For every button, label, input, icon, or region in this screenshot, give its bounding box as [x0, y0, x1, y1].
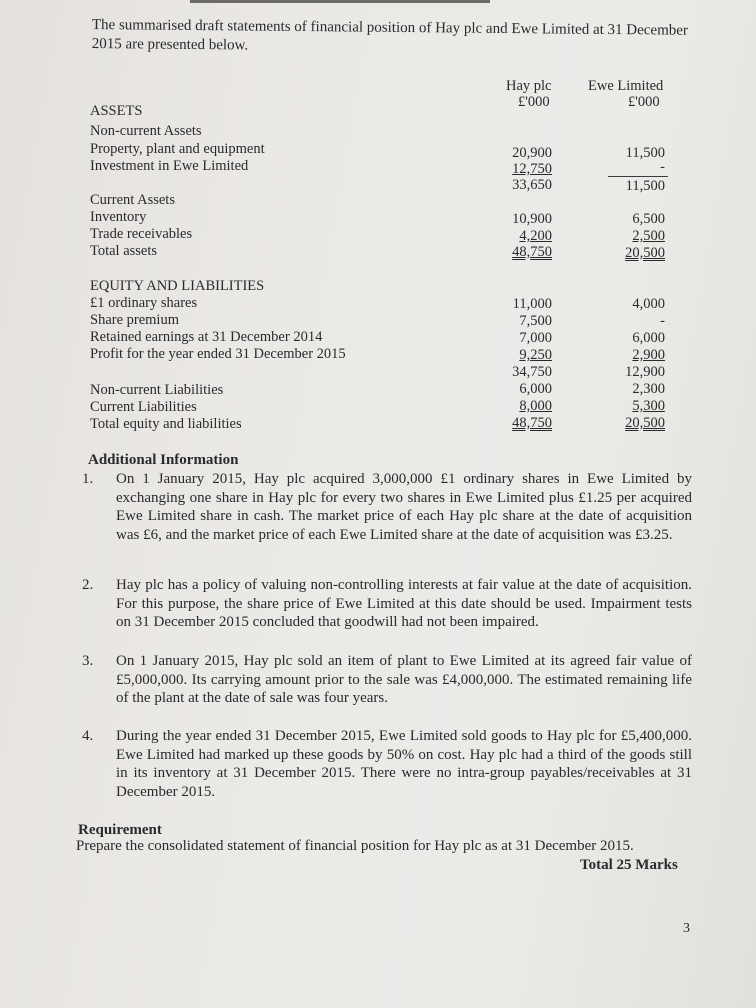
ppe-label: Property, plant and equipment	[90, 141, 265, 157]
intro-text: The summarised draft statements of financial position of Hay plc and Ewe Limited at 31 December 2015 are presented below.	[91, 16, 689, 54]
profit-ewe: 2,900	[632, 347, 665, 363]
additional-heading: Additional Information	[88, 452, 239, 468]
requirement-heading: Requirement	[78, 822, 162, 838]
ncl-ewe: 2,300	[632, 381, 665, 397]
info-item-1	[82, 470, 692, 544]
premium-hay: 7,500	[519, 313, 552, 329]
nca-total-hay: 33,650	[512, 177, 552, 193]
premium-label: Share premium	[90, 312, 179, 328]
nca-heading: Non-current Assets	[90, 123, 202, 139]
receivables-label: Trade receivables	[90, 226, 193, 242]
info-item-1-number: 1.	[82, 471, 94, 487]
info-item-3	[82, 652, 692, 708]
inventory-hay: 10,900	[512, 211, 552, 227]
ncl-label: Non-current Liabilities	[90, 382, 224, 398]
invest-label: Investment in Ewe Limited	[90, 158, 249, 174]
ca-heading: Current Assets	[90, 192, 175, 208]
subtotal-ewe: 12,900	[625, 364, 665, 380]
nca-total-rule	[608, 176, 668, 177]
ncl-hay: 6,000	[519, 381, 552, 397]
cl-ewe: 5,300	[632, 398, 665, 414]
col-header-ewe: Ewe Limited	[588, 78, 664, 94]
info-item-2-number: 2.	[82, 577, 94, 593]
total-eql-label: Total equity and liabilities	[90, 416, 242, 432]
retained-ewe: 6,000	[632, 330, 665, 346]
receivables-hay: 4,200	[519, 228, 552, 244]
col-unit-ewe: £'000	[628, 94, 660, 110]
shares-ewe: 4,000	[632, 296, 665, 312]
shares-hay: 11,000	[512, 296, 552, 312]
ppe-ewe: 11,500	[625, 145, 665, 161]
info-item-3-number: 3.	[82, 653, 94, 669]
col-header-hay: Hay plc	[506, 78, 552, 94]
info-item-4-number: 4.	[82, 728, 94, 744]
total-assets-hay: 48,750	[512, 244, 552, 260]
retained-label: Retained earnings at 31 December 2014	[90, 329, 323, 345]
total-assets-label: Total assets	[90, 243, 158, 259]
retained-hay: 7,000	[519, 330, 552, 346]
invest-ewe: -	[660, 159, 665, 175]
premium-ewe: -	[660, 313, 665, 329]
inventory-ewe: 6,500	[632, 211, 665, 227]
info-item-2-text: Hay plc has a policy of valuing non-controlling interests at fair value at the date of acquisition. For this purpose, the share price of Ewe Limited at this date should be used. Impairment tests on 31 December 2015 concluded that goodwill had not been impaired.	[116, 577, 692, 630]
info-item-3-text: On 1 January 2015, Hay plc sold an item of plant to Ewe Limited at its agreed fair value of £5,000,000. Its carrying amount prior to the sale was £4,000,000. The estimated remaining life of the plant at the date of sale was four years.	[116, 653, 692, 706]
ppe-hay: 20,900	[512, 145, 552, 161]
profit-hay: 9,250	[519, 347, 552, 363]
info-item-4	[82, 727, 692, 801]
nca-total-ewe: 11,500	[625, 178, 665, 194]
page-number: 3	[683, 921, 690, 936]
profit-label: Profit for the year ended 31 December 2015	[90, 346, 346, 362]
assets-heading: ASSETS	[90, 103, 143, 119]
shares-label: £1 ordinary shares	[90, 295, 198, 311]
cl-label: Current Liabilities	[90, 399, 197, 415]
total-eql-ewe: 20,500	[625, 415, 665, 431]
info-item-2	[82, 576, 692, 632]
invest-hay: 12,750	[512, 161, 552, 177]
col-unit-hay: £'000	[518, 94, 550, 110]
info-item-4-text: During the year ended 31 December 2015, Ewe Limited sold goods to Hay plc for £5,400,000. Ewe Limited had marked up these goods by 50% on cost. Hay plc had a third of the goods still in its inventory at 31 December 2015. There were no intra-group payables/receivables at 31 December 2015.	[116, 728, 692, 800]
inventory-label: Inventory	[90, 209, 147, 225]
equity-heading: EQUITY AND LIABILITIES	[90, 278, 265, 294]
receivables-ewe: 2,500	[632, 228, 665, 244]
requirement-text: Prepare the consolidated statement of financial position for Hay plc as at 31 December 2015.	[76, 838, 634, 854]
total-marks: Total 25 Marks	[580, 857, 678, 873]
info-item-1-text: On 1 January 2015, Hay plc acquired 3,000,000 £1 ordinary shares in Ewe Limited by exchanging one share in Hay plc for every two shares in Ewe Limited plus £1.25 per acquired Ewe Limited share in cash. The market price of each Hay plc share at the date of acquisition was £6, and the market price of each Ewe Limited share at the date of acquisition was £3.25.	[116, 471, 692, 543]
subtotal-hay: 34,750	[512, 364, 552, 380]
top-rule	[190, 0, 490, 3]
cl-hay: 8,000	[519, 398, 552, 414]
total-eql-hay: 48,750	[512, 415, 552, 431]
total-assets-ewe: 20,500	[625, 245, 665, 261]
